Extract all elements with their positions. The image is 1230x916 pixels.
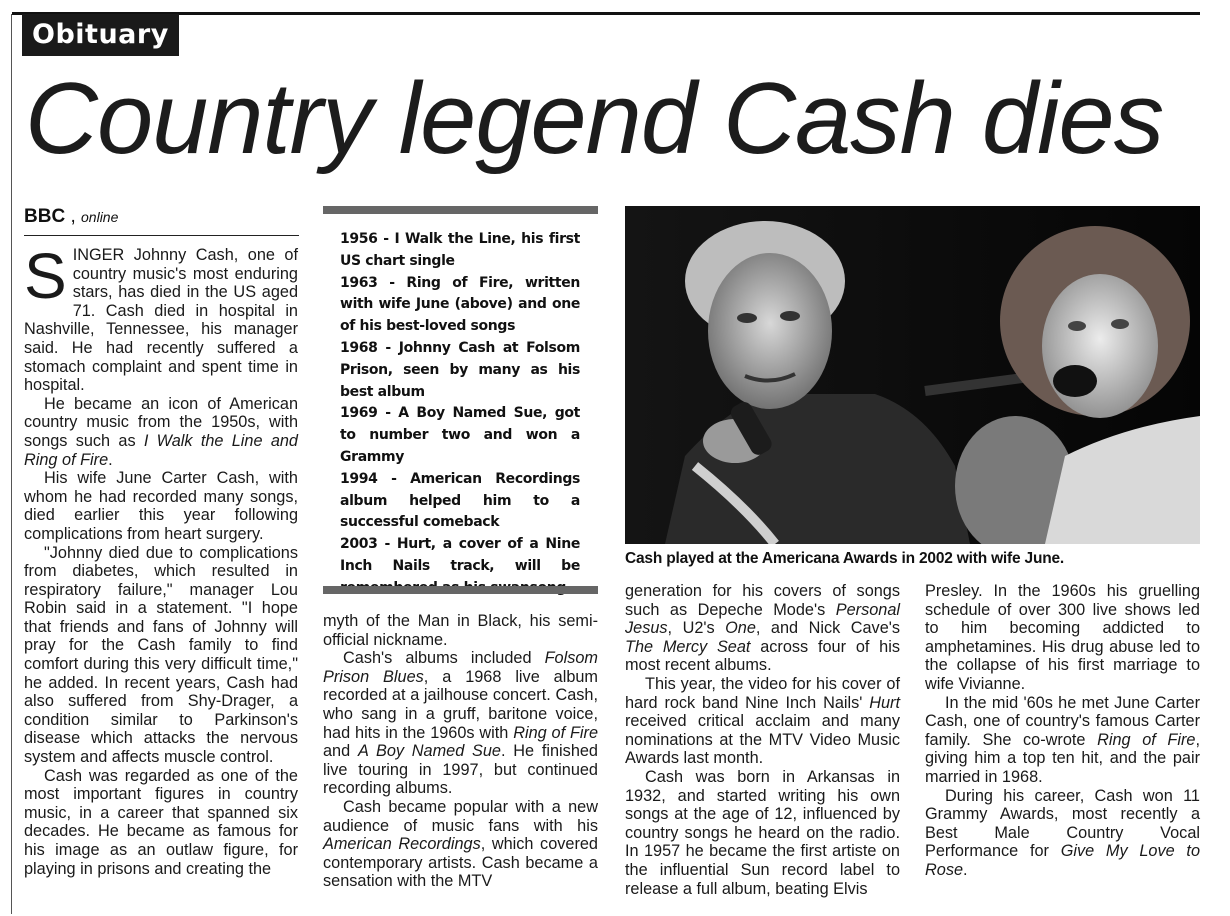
timeline-entry: 1963 - Ring of Fire, written with wife June (above) and one of his best-loved songs [340,274,580,335]
paragraph: generation for his covers of songs such as Depeche Mode's Personal Jesus, U2's One, and Nick Cave's The Mercy Seat across four of his most recent albums. [625,582,900,675]
timeline-top-bar [323,206,598,214]
timeline-box [340,229,580,600]
left-rule [11,14,12,914]
timeline-entry: 1956 - I Walk the Line, his first US chart single [340,231,580,269]
byline-source: BBC [24,206,66,227]
photo-caption: Cash played at the Americana Awards in 2002 with wife June. [625,550,1065,567]
article-column-1 [24,240,298,878]
paragraph: This year, the video for his cover of hard rock band Nine Inch Nails' Hurt received critical acclaim and many nominations at the MTV Video Music Awards last month. [625,674,900,768]
paragraph: "Johnny died due to complications from diabetes, which resulted in respiratory failure," manager Lou Robin said in a statement. "I hope that friends and fans of Johnny will pray for the Cash family to find comfort during this very difficult time," he added. In recent years, Cash had also suffered from Shy-Drager, a condition similar to Parkinson's disease which attacks the nervous system and affects muscle control. [24,543,298,767]
paragraph: His wife June Carter Cash, with whom he had recorded many songs, died earlier this year following complications from heart surgery. [24,469,298,543]
byline-medium: online [81,209,119,225]
paragraph: Cash was regarded as one of the most important figures in country music, in a career that spanned six decades. He became as famous for his image as an outlaw figure, for playing in prisons and creating the [24,766,298,878]
paragraph: Cash's albums included Folsom Prison Blues, a 1968 live album recorded at a jailhouse concert. Cash, who sang in a gruff, baritone voice, had hits in the 1960s with Ring of Fire and A Boy Named Sue. He finished live touring in 1997, but continued recording albums. [323,649,598,798]
article-column-3 [625,582,900,898]
article-column-2 [323,612,598,891]
byline [24,205,299,236]
article-column-4 [925,582,1200,880]
photo-cash-and-june [625,206,1200,544]
top-rule [12,12,1200,15]
photo-image [625,206,1200,544]
timeline-entry: 1969 - A Boy Named Sue, got to number two and won a Grammy [340,405,580,465]
timeline-entry: 1994 - American Recordings album helped him to a successful comeback [340,470,580,531]
paragraph: He became an icon of American country music from the 1950s, with songs such as I Walk the Line and Ring of Fire. [24,394,298,469]
paragraph: During his career, Cash won 11 Grammy Awards, most recently a Best Male Country Vocal Performance for Give My Love to Rose. [925,786,1200,879]
paragraph: Cash became popular with a new audience of music fans with his American Recordings, which covered contemporary artists. Cash became a sensation with the MTV [323,797,598,891]
paragraph: SINGER Johnny Cash, one of country music's most enduring stars, has died in the US aged 71. Cash died in hospital in Nashville, Tennessee, his manager said. He had recently suffered a stomach complaint and spent time in hospital. [24,240,298,395]
paragraph: myth of the Man in Black, his semi-official nickname. [323,612,598,649]
section-badge: Obituary [22,14,179,56]
timeline-entry: 2003 - Hurt, a cover of a Nine Inch Nails track, will be [340,536,580,574]
paragraph: Cash was born in Arkansas in 1932, and started writing his own songs at the age of 12, influenced by country songs he heard on the radio. In 1957 he became the first artiste on the influential Sun record label to release a full album, beating Elvis [625,767,900,898]
paragraph: Presley. In the 1960s his gruelling schedule of over 300 live shows led to him becoming addicted to amphetamines. His drug abuse led to the collapse of his first marriage to wife Vivianne. [925,582,1200,693]
byline-separator: , [65,206,82,227]
paragraph: In the mid '60s he met June Carter Cash, one of country's famous Carter family. She co-wrote Ring of Fire, giving him a top ten hit, and the pair married in 1968. [925,693,1200,786]
drop-cap: S [24,240,67,312]
headline: Country legend Cash dies [25,63,1164,175]
timeline-bottom-bar [323,586,598,594]
timeline-entry: 1968 - Johnny Cash at Folsom Prison, seen by many as his best album [340,339,580,400]
